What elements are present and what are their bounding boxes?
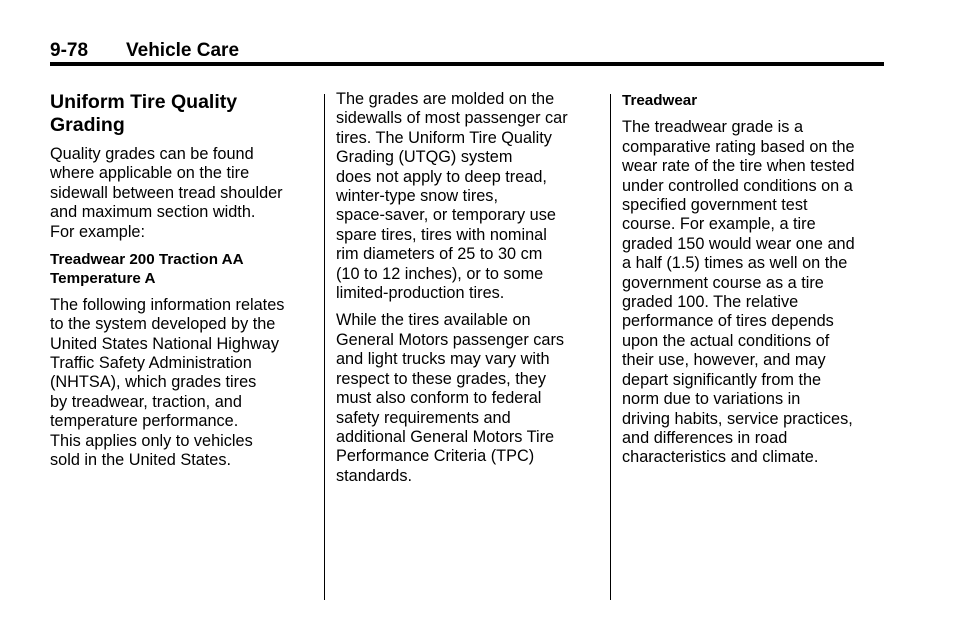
nhtsa-paragraph: The following information relates to the system developed by the United States National Highway Traffic Safety Administration (NHTSA), which grades tires by treadwear, traction, and temperature performance. This applies only to vehicles sold in the United States. (50, 295, 285, 470)
page-header (50, 38, 884, 64)
treadwear-paragraph: The treadwear grade is a comparative rating based on the wear rate of the tire when tested under controlled conditions on a specified government test course. For example, a tire graded 150 would wear one and a half (1.5) times as well on the government course as a tire graded 100. The relative performance of tires depends upon the actual conditions of their use, however, and may depart significantly from the norm due to variations in driving habits, service practices, and differences in road characteristics and climate. (622, 118, 855, 467)
grades-molded-paragraph: The grades are molded on the sidewalls of most passenger car tires. The Uniform Tire Quality Grading (UTQG) system does not apply to deep tread, winter-type snow tires, space-saver, or temporary use spare tires, tires with nominal rim diameters of 25 to 30 cm (10 to 12 inches), or to some limited-production tires. (336, 90, 568, 303)
column-divider (610, 94, 611, 600)
column-divider (324, 94, 325, 600)
right-column (622, 90, 884, 476)
page-number: 9-78 (50, 40, 89, 61)
gm-tires-paragraph: While the tires available on General Motors passenger cars and light trucks may vary with respect to these grades, they must also conform to federal safety requirements and additional General Motors Tire Performance Criteria (TPC) standards. (336, 311, 565, 485)
header-rule (50, 62, 884, 66)
treadwear-heading: Treadwear (622, 92, 698, 109)
section-heading-utqg: Uniform Tire Quality Grading (50, 91, 238, 136)
section-title: Vehicle Care (126, 40, 240, 61)
intro-paragraph: Quality grades can be found where applicable on the tire sidewall between tread shoulder and maximum section width. For example: (50, 145, 283, 241)
example-grade-heading: Treadwear 200 Traction AA Temperature A (50, 251, 244, 288)
middle-column (336, 90, 598, 494)
left-column (50, 90, 312, 479)
